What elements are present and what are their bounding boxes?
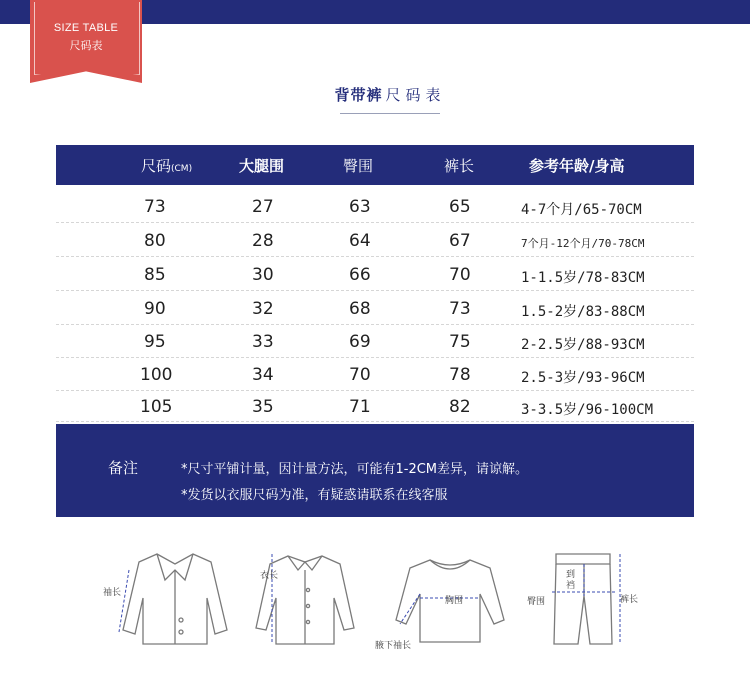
- label-pants-length: 裤长: [620, 595, 639, 605]
- notes-label: 备注: [108, 459, 139, 477]
- cell-length: 82: [449, 397, 471, 417]
- cell-hip: 71: [349, 397, 371, 417]
- cell-length: 78: [449, 365, 471, 385]
- cell-hip: 63: [349, 197, 371, 217]
- cell-size: 73: [144, 197, 166, 217]
- measurement-diagrams: [100, 540, 660, 680]
- note-measurement: *尺寸平铺计量，因计量方法，可能有1-2CM差异，请谅解。: [181, 462, 529, 477]
- page-title-suffix: 尺码表: [385, 86, 446, 104]
- cell-thigh: 30: [252, 265, 274, 285]
- table-row: [56, 191, 694, 222]
- header-age-height: 参考年龄/身高: [529, 157, 625, 175]
- header-hip: 臀围: [343, 157, 374, 175]
- jacket-diagram-icon: [115, 540, 235, 650]
- notes-panel: [56, 424, 694, 517]
- header-size-unit: (CM): [171, 164, 193, 174]
- cell-length: 75: [449, 332, 471, 352]
- cell-length: 67: [449, 231, 471, 251]
- header-length: 裤长: [444, 157, 475, 175]
- row-divider: [56, 357, 694, 358]
- table-row: [56, 326, 694, 357]
- page-title: [300, 84, 480, 105]
- label-chest: 胸围: [445, 596, 464, 606]
- cell-age-height: 7个月-12个月/70-78CM: [521, 237, 645, 250]
- ribbon-chinese-label: 尺码表: [69, 39, 103, 52]
- cell-size: 95: [144, 332, 166, 352]
- label-hip: 臀围: [527, 597, 546, 607]
- cell-thigh: 33: [252, 332, 274, 352]
- ribbon-english-label: SIZE TABLE: [53, 22, 119, 34]
- header-size: 尺码(CM): [141, 157, 193, 175]
- cell-size: 90: [144, 299, 166, 319]
- cell-age-height: 2.5-3岁/93-96CM: [521, 370, 645, 386]
- cell-size: 100: [140, 365, 173, 385]
- cell-length: 73: [449, 299, 471, 319]
- page-title-product: 背带裤: [334, 86, 383, 104]
- cell-thigh: 35: [252, 397, 274, 417]
- row-divider: [56, 222, 694, 223]
- cell-length: 70: [449, 265, 471, 285]
- cell-hip: 70: [349, 365, 371, 385]
- cell-size: 85: [144, 265, 166, 285]
- note-shipping: *发货以衣服尺码为准，有疑惑请联系在线客服: [181, 488, 448, 503]
- row-divider: [56, 324, 694, 325]
- cell-age-height: 3-3.5岁/96-100CM: [521, 402, 654, 418]
- cell-size: 105: [140, 397, 173, 417]
- cell-hip: 66: [349, 265, 371, 285]
- pants-diagram-icon: [540, 544, 630, 654]
- label-crotch: 到裆: [566, 570, 576, 591]
- table-row: [56, 259, 694, 290]
- cell-age-height: 2-2.5岁/88-93CM: [521, 337, 645, 353]
- cell-hip: 64: [349, 231, 371, 251]
- cell-thigh: 32: [252, 299, 274, 319]
- cell-size: 80: [144, 231, 166, 251]
- cell-thigh: 27: [252, 197, 274, 217]
- row-divider: [56, 256, 694, 257]
- table-row: [56, 359, 694, 390]
- row-divider: [56, 290, 694, 291]
- table-header: [56, 145, 694, 185]
- header-thigh: 大腿围: [239, 157, 285, 175]
- cell-thigh: 34: [252, 365, 274, 385]
- label-garment-length: 衣长: [260, 571, 279, 581]
- cell-age-height: 1.5-2岁/83-88CM: [521, 304, 645, 320]
- cell-length: 65: [449, 197, 471, 217]
- table-row: [56, 293, 694, 324]
- cell-age-height: 1-1.5岁/78-83CM: [521, 270, 645, 286]
- cell-hip: 68: [349, 299, 371, 319]
- label-underarm-sleeve: 腋下袖长: [375, 641, 412, 651]
- label-sleeve-length: 袖长: [103, 588, 122, 598]
- table-row: [56, 391, 694, 422]
- title-underline: [340, 113, 440, 114]
- row-divider: [56, 421, 694, 422]
- shirt-diagram-icon: [250, 540, 360, 650]
- cell-thigh: 28: [252, 231, 274, 251]
- table-row: [56, 225, 694, 256]
- cell-age-height: 4-7个月/65-70CM: [521, 202, 642, 218]
- cell-hip: 69: [349, 332, 371, 352]
